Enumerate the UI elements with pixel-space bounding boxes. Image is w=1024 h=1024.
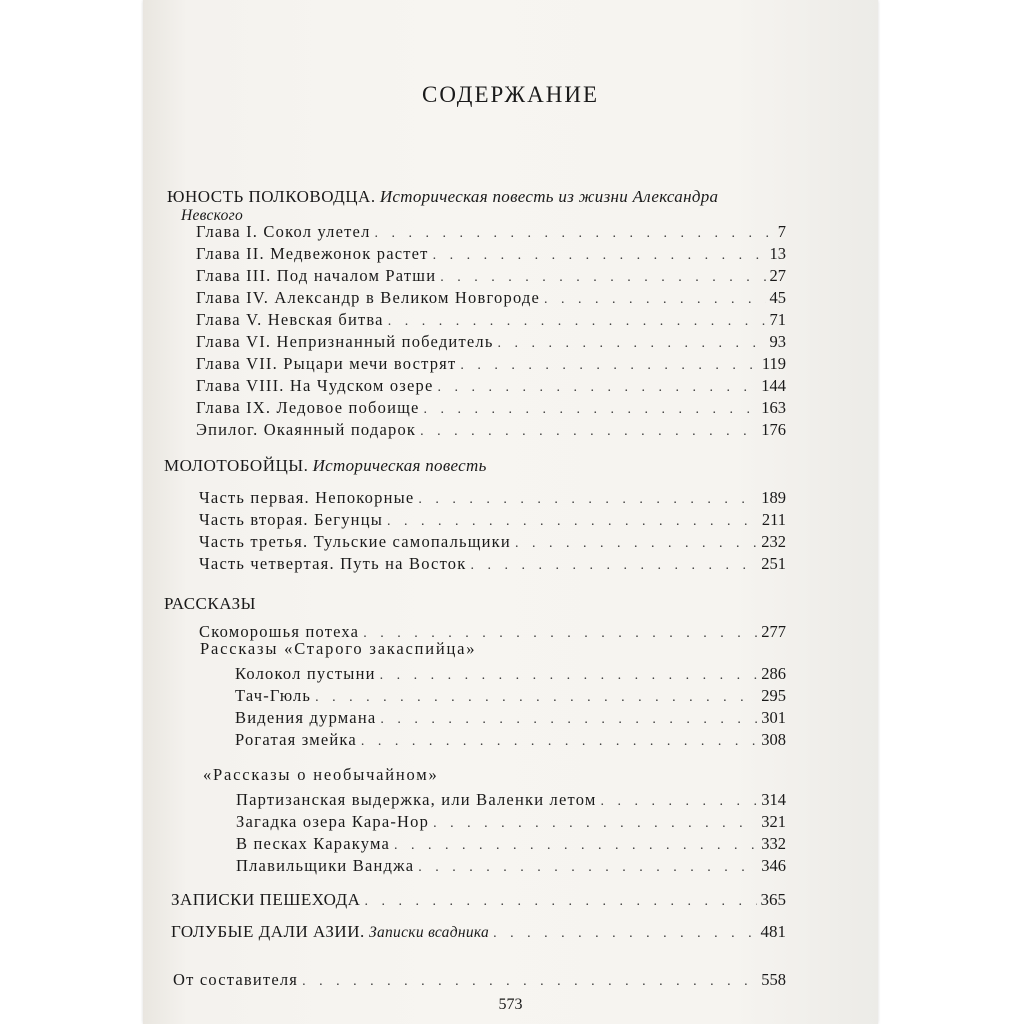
toc-entry[interactable] (235, 730, 786, 752)
toc-entry-label: Часть первая. Непокорные (199, 488, 415, 507)
toc-entry-page: 321 (761, 812, 786, 831)
toc-entry-label: Часть четвертая. Путь на Восток (199, 554, 467, 573)
leader-dots (302, 972, 757, 992)
toc-entry-page: 365 (760, 890, 786, 909)
toc-entry[interactable] (235, 664, 786, 686)
toc-entry-page: 346 (761, 856, 786, 875)
toc-entry-label: От составителя (173, 970, 299, 989)
leader-dots (420, 422, 757, 442)
toc-entry[interactable] (196, 222, 786, 244)
toc-entry-label: Глава V. Невская битва (196, 310, 384, 329)
toc-entry-page: 277 (761, 622, 786, 641)
toc-entry-page: 558 (761, 970, 786, 989)
toc-entry-label: Глава VII. Рыцари мечи вострят (196, 354, 457, 373)
leader-dots (433, 814, 757, 834)
toc-entry-zapiski-peshehoda[interactable] (171, 890, 786, 912)
leader-dots (470, 556, 757, 576)
toc-entry[interactable] (196, 266, 786, 288)
toc-entry[interactable] (196, 310, 786, 332)
toc-entry[interactable] (199, 488, 786, 510)
leader-dots (315, 688, 757, 708)
toc-entry-label: Глава IV. Александр в Великом Новгороде (196, 288, 541, 307)
leader-dots (375, 224, 774, 244)
subgroup-title: Рассказы «Старого закаспийца» (200, 639, 477, 658)
toc-entry[interactable] (196, 244, 786, 266)
toc-entry-page: 295 (761, 686, 786, 705)
leader-dots (515, 534, 757, 554)
section-subtitle: Историческая повесть из жизни Александра (379, 187, 719, 206)
toc-entry-afterword[interactable] (173, 970, 786, 992)
toc-entry-label: Партизанская выдержка, или Валенки летом (236, 790, 597, 809)
section-title: ЮНОСТЬ ПОЛКОВОДЦА. (167, 187, 376, 206)
toc-entry[interactable] (196, 420, 786, 442)
toc-entry-page: 71 (769, 310, 786, 329)
toc-entry-label: Часть третья. Тульские самопальщики (199, 532, 511, 551)
toc-entry-page: 211 (761, 510, 786, 529)
leader-dots (440, 268, 765, 288)
leader-dots (380, 666, 758, 686)
leader-dots (418, 490, 757, 510)
toc-entry[interactable] (236, 834, 786, 856)
toc-entry[interactable] (199, 532, 786, 554)
page-title: СОДЕРЖАНИЕ (421, 82, 599, 107)
toc-entry[interactable] (196, 376, 786, 398)
toc-entry[interactable] (196, 398, 786, 420)
toc-entry-label: ГОЛУБЫЕ ДАЛИ АЗИИ. (171, 922, 365, 941)
toc-entry-label: Тач-Гюль (235, 686, 312, 705)
leader-dots (498, 334, 766, 354)
leader-dots (361, 732, 757, 752)
section-subtitle: Историческая повесть (312, 456, 487, 475)
section-title: МОЛОТОБОЙЦЫ. (164, 456, 309, 475)
toc-entry[interactable] (196, 354, 786, 376)
toc-entry-page: 301 (761, 708, 786, 727)
toc-entry[interactable] (236, 856, 786, 878)
leader-dots (433, 246, 766, 266)
toc-entry-label: Видения дурмана (235, 708, 377, 727)
leader-dots (388, 312, 766, 332)
toc-entry-subtitle: Записки всадника (368, 924, 490, 941)
section-heading-molotoboytsy (164, 455, 487, 477)
toc-entry-label: Часть вторая. Бегунцы (199, 510, 384, 529)
toc-entry[interactable] (199, 554, 786, 576)
toc-entry-page: 332 (761, 834, 786, 853)
toc-entry[interactable] (236, 812, 786, 834)
toc-entry-page: 314 (761, 790, 786, 809)
section-subtitle-cont: Невского (181, 207, 244, 224)
toc-entry-page: 251 (761, 554, 786, 573)
toc-entry-label: Глава I. Сокол улетел (196, 222, 371, 241)
toc-entry-label: Глава VIII. На Чудском озере (196, 376, 434, 395)
toc-entry-page: 93 (769, 332, 786, 351)
leader-dots (364, 892, 756, 912)
toc-entry-page: 481 (760, 922, 786, 941)
leader-dots (424, 400, 758, 420)
book-page (143, 0, 878, 1024)
toc-entry-page: 163 (761, 398, 786, 417)
leader-dots (394, 836, 757, 856)
toc-entry-label: ЗАПИСКИ ПЕШЕХОДА (171, 890, 361, 909)
toc-entry-page: 189 (761, 488, 786, 507)
toc-entry-golubye-dali[interactable] (171, 922, 786, 944)
page-number: 573 (498, 996, 523, 1013)
leader-dots (380, 710, 757, 730)
leader-dots (460, 356, 757, 376)
toc-entry-label: Глава IX. Ледовое побоище (196, 398, 420, 417)
toc-entry-label: Глава II. Медвежонок растет (196, 244, 429, 263)
toc-entry-page: 176 (761, 420, 786, 439)
toc-entry-page: 308 (761, 730, 786, 749)
leader-dots (387, 512, 758, 532)
toc-entry-label: Скоморошья потеха (199, 622, 360, 641)
toc-entry-page: 144 (761, 376, 786, 395)
toc-entry-label: Плавильщики Ванджа (236, 856, 415, 875)
section-heading-rasskazy: РАССКАЗЫ (164, 594, 256, 613)
toc-entry-page: 7 (777, 222, 786, 241)
toc-entry-page: 119 (761, 354, 786, 373)
toc-entry-label: Рогатая змейка (235, 730, 357, 749)
toc-entry-label: Эпилог. Окаянный подарок (196, 420, 417, 439)
subgroup-title: «Рассказы о необычайном» (203, 765, 439, 784)
toc-entry-page: 13 (769, 244, 786, 263)
toc-entry-page: 45 (769, 288, 786, 307)
toc-entry-label: Загадка озера Кара-Нор (236, 812, 430, 831)
toc-entry[interactable] (235, 708, 786, 730)
toc-entry-page: 232 (761, 532, 786, 551)
leader-dots (600, 792, 757, 812)
toc-entry[interactable] (235, 686, 786, 708)
toc-entry[interactable] (236, 790, 786, 812)
leader-dots (438, 378, 758, 398)
leader-dots (544, 290, 765, 310)
section-heading-yunost (167, 186, 718, 208)
leader-dots (418, 858, 757, 878)
toc-entry-label: Глава VI. Непризнанный победитель (196, 332, 494, 351)
toc-entry-page: 286 (761, 664, 786, 683)
toc-entry[interactable] (199, 510, 786, 532)
toc-entry-label: Колокол пустыни (235, 664, 376, 683)
toc-entry-label: Глава III. Под началом Ратши (196, 266, 437, 285)
toc-entry[interactable] (196, 288, 786, 310)
toc-entry[interactable] (196, 332, 786, 354)
toc-entry-page: 27 (769, 266, 786, 285)
leader-dots (493, 924, 756, 944)
toc-entry-label: В песках Каракума (236, 834, 391, 853)
